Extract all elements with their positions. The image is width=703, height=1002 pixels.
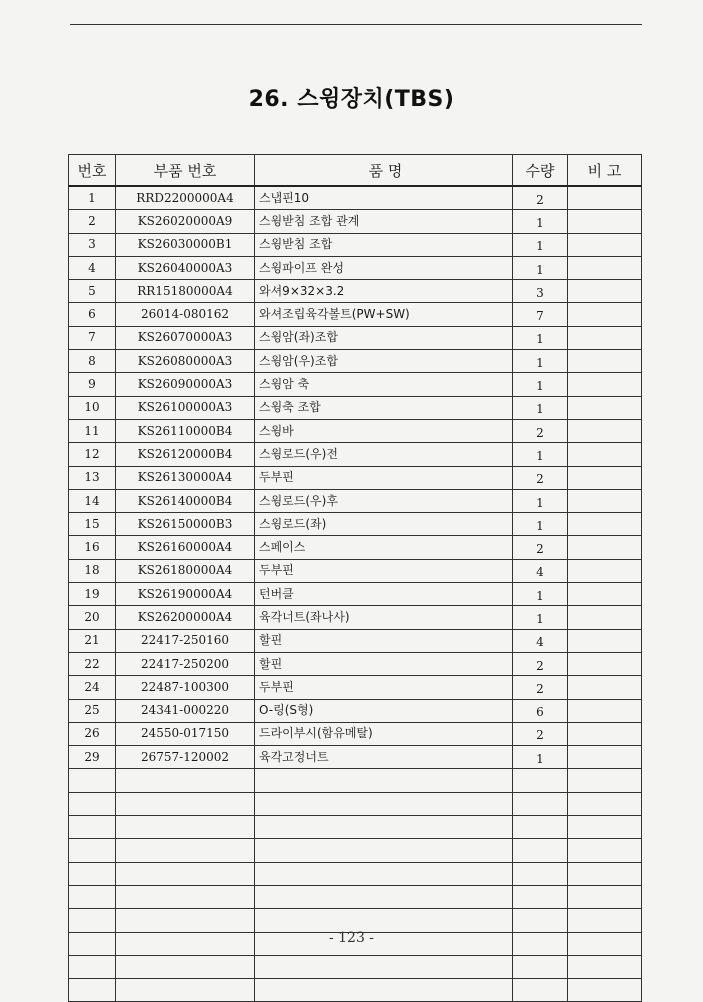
table-row — [69, 350, 642, 373]
table-row-empty — [69, 862, 642, 885]
cell-qty: 1 — [513, 256, 568, 279]
cell-qty: 2 — [513, 186, 568, 210]
cell-part-no: 22417-250160 — [116, 629, 255, 652]
cell-name: 두부핀 — [255, 559, 513, 582]
cell-note — [568, 629, 642, 652]
cell-note — [568, 885, 642, 908]
cell-name — [255, 885, 513, 908]
cell-part-no: KS26070000A3 — [116, 326, 255, 349]
cell-no: 16 — [69, 536, 116, 559]
cell-note — [568, 839, 642, 862]
cell-name — [255, 979, 513, 1002]
cell-note — [568, 792, 642, 815]
cell-note — [568, 909, 642, 932]
table-row — [69, 489, 642, 512]
cell-no: 13 — [69, 466, 116, 489]
cell-note — [568, 816, 642, 839]
cell-name — [255, 769, 513, 792]
cell-name: 육각너트(좌나사) — [255, 606, 513, 629]
cell-qty — [513, 839, 568, 862]
table-row — [69, 513, 642, 536]
cell-part-no: KS26130000A4 — [116, 466, 255, 489]
cell-part-no: 22487-100300 — [116, 676, 255, 699]
table-row — [69, 396, 642, 419]
cell-note — [568, 280, 642, 303]
cell-no: 9 — [69, 373, 116, 396]
cell-part-no: KS26030000B1 — [116, 233, 255, 256]
cell-part-no — [116, 769, 255, 792]
cell-no: 5 — [69, 280, 116, 303]
cell-no — [69, 955, 116, 978]
cell-part-no: KS26020000A9 — [116, 210, 255, 233]
cell-note — [568, 746, 642, 769]
cell-qty: 1 — [513, 210, 568, 233]
cell-part-no — [116, 885, 255, 908]
cell-qty: 2 — [513, 652, 568, 675]
cell-qty: 4 — [513, 559, 568, 582]
header-no: 번호 — [69, 155, 116, 187]
cell-name — [255, 862, 513, 885]
table-row-empty — [69, 909, 642, 932]
table-row — [69, 699, 642, 722]
parts-table — [68, 154, 642, 1002]
page-title: 26. 스윙장치(TBS) — [248, 87, 455, 112]
cell-part-no: KS26100000A3 — [116, 396, 255, 419]
cell-note — [568, 373, 642, 396]
cell-part-no — [116, 816, 255, 839]
table-row — [69, 652, 642, 675]
cell-no: 6 — [69, 303, 116, 326]
cell-part-no: KS26120000B4 — [116, 443, 255, 466]
cell-note — [568, 722, 642, 745]
cell-name: 드라이부시(함유메탈) — [255, 722, 513, 745]
cell-no: 2 — [69, 210, 116, 233]
cell-part-no: KS26180000A4 — [116, 559, 255, 582]
cell-part-no: 26014-080162 — [116, 303, 255, 326]
cell-no — [69, 816, 116, 839]
cell-part-no: KS26090000A3 — [116, 373, 255, 396]
cell-part-no: RRD2200000A4 — [116, 186, 255, 210]
cell-note — [568, 699, 642, 722]
cell-qty: 1 — [513, 396, 568, 419]
table-row — [69, 443, 642, 466]
cell-no: 4 — [69, 256, 116, 279]
cell-name — [255, 839, 513, 862]
cell-no — [69, 839, 116, 862]
cell-note — [568, 396, 642, 419]
cell-qty: 1 — [513, 233, 568, 256]
cell-qty: 4 — [513, 629, 568, 652]
cell-qty — [513, 909, 568, 932]
cell-qty — [513, 979, 568, 1002]
cell-note — [568, 303, 642, 326]
cell-no — [69, 979, 116, 1002]
cell-name: O-링(S형) — [255, 699, 513, 722]
cell-qty: 1 — [513, 489, 568, 512]
page-number: - 123 - — [328, 930, 375, 946]
cell-qty: 1 — [513, 326, 568, 349]
parts-table-body — [69, 186, 642, 1002]
cell-no: 22 — [69, 652, 116, 675]
cell-qty: 1 — [513, 583, 568, 606]
cell-note — [568, 443, 642, 466]
table-row — [69, 186, 642, 210]
cell-name: 스윙로드(우)후 — [255, 489, 513, 512]
cell-name: 턴버클 — [255, 583, 513, 606]
cell-qty — [513, 862, 568, 885]
header-name: 품 명 — [255, 155, 513, 187]
cell-qty: 1 — [513, 350, 568, 373]
cell-name: 스윙받침 조합 — [255, 233, 513, 256]
table-row — [69, 373, 642, 396]
table-row-empty — [69, 839, 642, 862]
cell-note — [568, 186, 642, 210]
table-row — [69, 722, 642, 745]
cell-no: 1 — [69, 186, 116, 210]
cell-name — [255, 955, 513, 978]
table-row — [69, 466, 642, 489]
cell-part-no: 22417-250200 — [116, 652, 255, 675]
cell-part-no — [116, 792, 255, 815]
cell-part-no: KS26190000A4 — [116, 583, 255, 606]
cell-name: 스윙암(좌)조합 — [255, 326, 513, 349]
cell-qty: 2 — [513, 676, 568, 699]
cell-name: 스윙암 축 — [255, 373, 513, 396]
cell-no: 21 — [69, 629, 116, 652]
cell-no: 7 — [69, 326, 116, 349]
cell-no: 3 — [69, 233, 116, 256]
cell-no: 20 — [69, 606, 116, 629]
cell-note — [568, 419, 642, 442]
table-row — [69, 583, 642, 606]
cell-note — [568, 256, 642, 279]
table-row — [69, 419, 642, 442]
cell-no: 25 — [69, 699, 116, 722]
table-row-empty — [69, 885, 642, 908]
table-row-empty — [69, 955, 642, 978]
cell-qty: 1 — [513, 373, 568, 396]
cell-note — [568, 536, 642, 559]
cell-qty — [513, 769, 568, 792]
cell-note — [568, 326, 642, 349]
cell-part-no — [116, 839, 255, 862]
cell-name: 와셔9×32×3.2 — [255, 280, 513, 303]
cell-name: 육각고정너트 — [255, 746, 513, 769]
header-part-no: 부품 번호 — [116, 155, 255, 187]
table-header-row — [69, 155, 642, 187]
cell-part-no: 24550-017150 — [116, 722, 255, 745]
cell-note — [568, 769, 642, 792]
table-row — [69, 280, 642, 303]
cell-name: 와셔조립육각볼트(PW+SW) — [255, 303, 513, 326]
cell-qty: 1 — [513, 606, 568, 629]
cell-part-no: KS26140000B4 — [116, 489, 255, 512]
cell-qty: 2 — [513, 722, 568, 745]
cell-qty: 1 — [513, 513, 568, 536]
cell-no: 11 — [69, 419, 116, 442]
cell-note — [568, 233, 642, 256]
cell-part-no: KS26200000A4 — [116, 606, 255, 629]
cell-name — [255, 816, 513, 839]
table-row — [69, 606, 642, 629]
cell-part-no — [116, 979, 255, 1002]
cell-no: 18 — [69, 559, 116, 582]
cell-part-no — [116, 909, 255, 932]
cell-part-no — [116, 862, 255, 885]
cell-name: 할핀 — [255, 652, 513, 675]
table-row-empty — [69, 979, 642, 1002]
cell-part-no: KS26080000A3 — [116, 350, 255, 373]
cell-note — [568, 489, 642, 512]
header-note: 비 고 — [568, 155, 642, 187]
cell-name: 스윙축 조합 — [255, 396, 513, 419]
cell-note — [568, 955, 642, 978]
cell-qty: 7 — [513, 303, 568, 326]
cell-no — [69, 909, 116, 932]
cell-name: 스윙받침 조합 관계 — [255, 210, 513, 233]
cell-qty: 1 — [513, 443, 568, 466]
cell-no — [69, 792, 116, 815]
cell-name: 스냅핀10 — [255, 186, 513, 210]
cell-part-no: KS26040000A3 — [116, 256, 255, 279]
cell-no: 12 — [69, 443, 116, 466]
cell-qty — [513, 816, 568, 839]
table-row — [69, 233, 642, 256]
cell-no: 14 — [69, 489, 116, 512]
cell-name: 스윙암(우)조합 — [255, 350, 513, 373]
cell-no — [69, 885, 116, 908]
cell-name: 스윙로드(우)전 — [255, 443, 513, 466]
cell-no: 10 — [69, 396, 116, 419]
cell-qty: 2 — [513, 466, 568, 489]
cell-name: 스윙로드(좌) — [255, 513, 513, 536]
table-row — [69, 676, 642, 699]
header-qty: 수량 — [513, 155, 568, 187]
cell-note — [568, 466, 642, 489]
cell-qty: 3 — [513, 280, 568, 303]
cell-no — [69, 862, 116, 885]
table-row-empty — [69, 816, 642, 839]
cell-note — [568, 652, 642, 675]
table-row — [69, 746, 642, 769]
table-row-empty — [69, 792, 642, 815]
cell-name: 스윙파이프 완성 — [255, 256, 513, 279]
cell-part-no: 24341-000220 — [116, 699, 255, 722]
cell-no: 29 — [69, 746, 116, 769]
cell-no: 26 — [69, 722, 116, 745]
cell-name: 스페이스 — [255, 536, 513, 559]
cell-no: 8 — [69, 350, 116, 373]
table-row — [69, 256, 642, 279]
cell-name: 할핀 — [255, 629, 513, 652]
table-row — [69, 536, 642, 559]
cell-part-no — [116, 955, 255, 978]
table-row — [69, 210, 642, 233]
cell-part-no: RR15180000A4 — [116, 280, 255, 303]
cell-note — [568, 210, 642, 233]
top-rule — [70, 24, 642, 25]
cell-note — [568, 350, 642, 373]
cell-part-no: KS26110000B4 — [116, 419, 255, 442]
cell-no: 24 — [69, 676, 116, 699]
table-row — [69, 303, 642, 326]
cell-name: 두부핀 — [255, 676, 513, 699]
cell-qty: 2 — [513, 536, 568, 559]
cell-qty — [513, 792, 568, 815]
cell-note — [568, 862, 642, 885]
cell-qty: 6 — [513, 699, 568, 722]
cell-qty: 1 — [513, 746, 568, 769]
cell-note — [568, 583, 642, 606]
cell-note — [568, 606, 642, 629]
cell-part-no: KS26150000B3 — [116, 513, 255, 536]
cell-qty — [513, 885, 568, 908]
cell-name — [255, 792, 513, 815]
table-row — [69, 559, 642, 582]
table-row — [69, 326, 642, 349]
cell-part-no: KS26160000A4 — [116, 536, 255, 559]
cell-note — [568, 676, 642, 699]
cell-note — [568, 979, 642, 1002]
cell-no: 19 — [69, 583, 116, 606]
cell-note — [568, 513, 642, 536]
cell-note — [568, 559, 642, 582]
cell-qty — [513, 955, 568, 978]
cell-qty: 2 — [513, 419, 568, 442]
cell-name: 두부핀 — [255, 466, 513, 489]
cell-name: 스윙바 — [255, 419, 513, 442]
cell-part-no: 26757-120002 — [116, 746, 255, 769]
cell-no: 15 — [69, 513, 116, 536]
table-row-empty — [69, 769, 642, 792]
table-row — [69, 629, 642, 652]
cell-name — [255, 909, 513, 932]
cell-no — [69, 769, 116, 792]
